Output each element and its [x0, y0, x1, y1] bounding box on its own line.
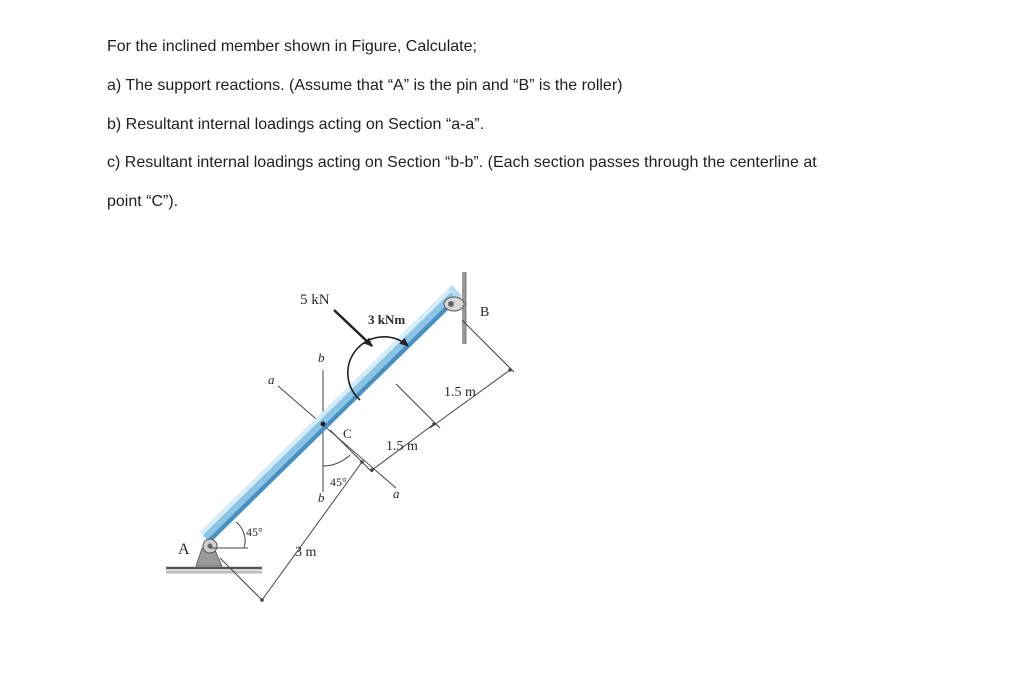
label-dim-1-5m-lower: 1.5 m: [386, 439, 418, 454]
label-dim-1-5m-upper: 1.5 m: [444, 385, 476, 400]
label-section-b-top: b: [318, 350, 325, 365]
label-angle-at-a: 45°: [246, 525, 263, 539]
ground: [166, 568, 262, 572]
label-section-a-top: a: [268, 372, 275, 387]
label-point-b: B: [480, 305, 490, 320]
label-dim-3m: 3 m: [295, 545, 317, 560]
question-part-a: a) The support reactions. (Assume that “A” is the pin and “B” is the roller): [107, 77, 623, 94]
label-section-b-bottom: b: [318, 490, 325, 505]
angle-arc-at-c: [323, 455, 350, 466]
label-section-a-bottom: a: [393, 486, 400, 501]
question-part-b: b) Resultant internal loadings acting on Section “a-a”.: [107, 116, 485, 133]
label-point-a: A: [178, 541, 190, 558]
dimension-lines: [220, 320, 514, 600]
member-highlight: [200, 289, 451, 535]
label-angle-at-c: 45°: [330, 475, 347, 489]
question-intro: For the inclined member shown in Figure, Calculate;: [107, 38, 477, 55]
question-part-c-line1: c) Resultant internal loadings acting on Section “b-b”. (Each section passes through the centerline at: [107, 154, 817, 171]
member-shadow: [207, 297, 458, 543]
point-c-marker: [321, 422, 326, 427]
pin-support-a: [196, 539, 222, 566]
angle-arc-at-a: [236, 522, 245, 548]
member-body: [200, 289, 458, 543]
question-part-c-line2: point “C”).: [107, 193, 179, 210]
label-moment-3knm: 3 kNm: [368, 312, 406, 327]
label-force-5kn: 5 kN: [300, 292, 330, 308]
roller-support-b: [444, 297, 464, 311]
label-point-c: C: [343, 426, 352, 441]
